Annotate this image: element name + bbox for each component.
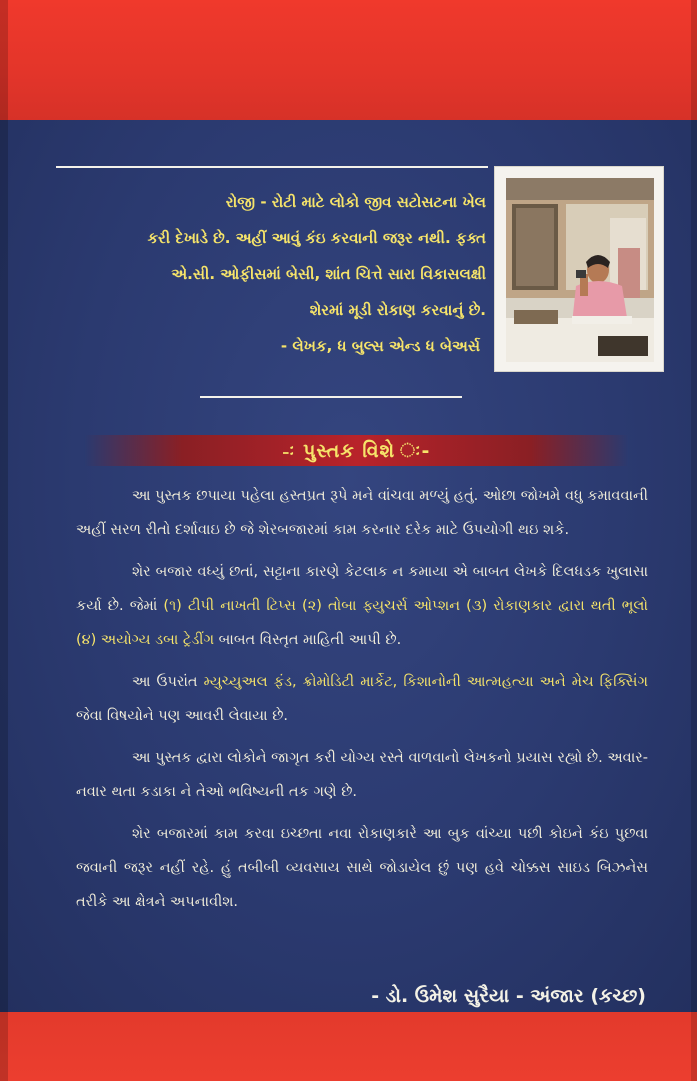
edge-shadow bbox=[691, 0, 697, 1081]
paragraph-4: આ પુસ્તક દ્વારા લોકોને જાગૃત કરી યોગ્ય રસ્તે વાળવાનો લેખકનો પ્રયાસ રહ્યો છે. અવાર-નવાર થતા કડાકા ને તેઓ ભવિષ્યની તક ગણે છે. bbox=[76, 750, 648, 800]
spine-shadow bbox=[0, 0, 8, 1081]
paragraph-2-start: શેર બજાર વધ્યું છતાં, સટ્ટાના કારણે કેટલાક ન કમાયા એ બાબત લેખકે દિલધડક ખુલાસા કર્યા છે. જેમાં bbox=[76, 564, 648, 614]
author-photo-image bbox=[506, 178, 654, 362]
quote-line: એ.સી. ઓફીસમાં બેસી, શાંત ચિત્તે સારા વિકાસલક્ષી bbox=[171, 265, 486, 283]
paragraph-2 bbox=[76, 555, 648, 657]
paragraph-3 bbox=[76, 665, 648, 733]
quote-line: રોજી - રોટી માટે લોકો જીવ સટોસટના ખેલ bbox=[225, 193, 486, 211]
quote-line: કરી દેખાડે છે. અહીં આવું કંઇ કરવાની જરૂર નથી. ફક્ત bbox=[147, 229, 486, 247]
paragraph-2-end: બાબત વિસ્તૃત માહિતી આપી છે. bbox=[214, 632, 402, 648]
paragraph-5: શેર બજારમાં કામ કરવા ઇચ્છતા નવા રોકાણકારે આ બુક વાંચ્યા પછી કોઇને કંઇ પુછવા જવાની જરૂર નહીં રહે. હું તબીબી વ્યવસાય સાથે જોડાયેલ છું પણ હવે ચોક્કસ સાઇડ બિઝનેસ તરીકે આ ક્ષેત્રને અપનાવીશ. bbox=[76, 826, 648, 910]
bottom-divider bbox=[200, 396, 462, 398]
quote-line: શેરમાં મૂડી રોકાણ કરવાનું છે. bbox=[309, 301, 486, 319]
paragraph-3-highlight: મ્યુચ્યુઅલ ફંડ, ક્રોમોડિટી માર્કેટ, કિશાનોની આત્મહત્યા અને મેચ ફિક્સિંગ bbox=[203, 674, 648, 690]
section-banner bbox=[84, 435, 629, 466]
author-photo bbox=[494, 166, 664, 372]
top-divider bbox=[56, 166, 488, 168]
book-description bbox=[76, 479, 648, 927]
quote-author: - લેખક, ધ બુલ્સ એન્ડ ધ બેઅર્સ bbox=[280, 337, 480, 355]
section-banner-title: -ઃ પુસ્તક વિશે ઃ- bbox=[282, 439, 431, 462]
paragraph-2-highlight: (૧) ટીપી નાખતી ટિપ્સ (૨) તોબા ફ્યુચર્સ ઓપ્શન (૩) રોકાણકાર દ્વારા થતી ભૂલો (૪) અયોગ્ય ડબા ટ્રેડીંગ bbox=[76, 598, 648, 648]
paragraph-3-end: જેવા વિષયોને પણ આવરી લેવાયા છે. bbox=[76, 708, 289, 724]
author-quote bbox=[56, 184, 486, 328]
top-red-band bbox=[0, 0, 697, 122]
paragraph-1: આ પુસ્તક છપાયા પહેલા હસ્તપ્રત રૂપે મને વાંચવા મળ્યું હતું. ઓછા જોખમે વધુ કમાવવાની અહીં સરળ રીતો દર્શાવાઇ છે જે શેરબજારમાં કામ કરનાર દરેક માટે ઉપયોગી થઇ શકે. bbox=[76, 488, 648, 538]
paragraph-3-start: આ ઉપરાંત bbox=[132, 674, 204, 690]
bottom-red-band bbox=[0, 1012, 697, 1081]
office-photo-illustration bbox=[506, 178, 654, 362]
signature: - ડો. ઉમેશ સુરૈયા - અંજાર (કચ્છ) bbox=[371, 985, 646, 1007]
